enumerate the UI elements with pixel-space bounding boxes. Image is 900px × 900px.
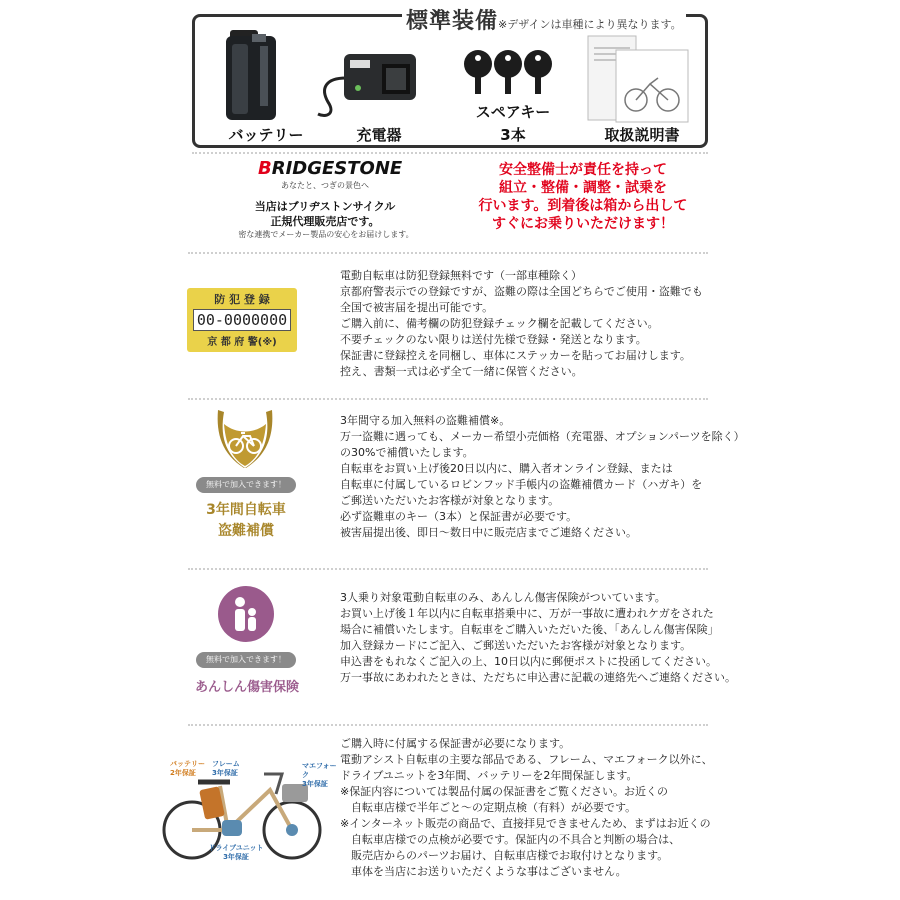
text-line: 全国で被害届を提出可能です。 [340, 301, 494, 314]
divider [192, 152, 708, 154]
standard-equipment-note: ※デザインは車種により異なります。 [498, 18, 682, 31]
text-line: ドライブユニットを3年間、バッテリーを2年間保証します。 [340, 769, 638, 782]
dealer-line-3: 密な連携でメーカー製品の安心をお届けします。 [238, 230, 414, 239]
text-line: 被害届提出後、即日～数日中に販売店までご連絡ください。 [340, 526, 637, 539]
text-line: ※保証内容については製品付属の保証書をご覧ください。お近くの [340, 785, 668, 798]
manual-icon [586, 34, 690, 124]
text-line: 電動自転車は防犯登録無料です（一部車種除く） [340, 269, 582, 282]
registration-card-title: 防 犯 登 録 [214, 293, 270, 306]
theft-text [340, 413, 745, 541]
text-line: 加入登録カードにご記入、ご郵送いただいたお客様が対象となります。 [340, 639, 692, 652]
dealer-line-2: 正規代理販売店です。 [270, 215, 380, 228]
text-line: ご購入時に付属する保証書が必要になります。 [340, 737, 571, 750]
drive-warranty-years: 3年保証 [223, 853, 249, 861]
text-line: 販売店からのパーツお届け、自転車店様でお取付けとなります。 [340, 849, 669, 862]
divider [188, 724, 708, 726]
text-line: 3年間守る加入無料の盗難補償※。 [340, 414, 511, 427]
insurance-free-badge: 無料で加入できます！ [196, 652, 296, 668]
text-line: 万一盗難に遇っても、メーカー希望小売価格（充電器、オプションパーツを除く） [340, 430, 745, 443]
spare-keys-icon [458, 46, 562, 98]
text-line: 不要チェックのない限りは送付先様で登録・発送となります。 [340, 333, 647, 346]
theft-title-1: 3年間自転車 [206, 502, 286, 518]
drive-part-label: ドライブユニット [208, 844, 264, 852]
text-line: 必ず盗難車のキー（3本）と保証書が必要です。 [340, 510, 578, 523]
text-line: の30%で補償いたします。 [340, 446, 474, 459]
standard-equipment-title: 標準装備 [406, 9, 499, 34]
frame-part-label: フレーム [212, 760, 240, 768]
safety-message [468, 161, 698, 233]
text-line: 3人乗り対象電動自転車のみ、あんしん傷害保険がついています。 [340, 591, 666, 604]
text-line: 車体を当店にお送りいただくような事はございません。 [340, 865, 627, 878]
warranty-text [340, 736, 713, 880]
text-line: 控え、書類一式は必ず全て一緒に保管ください。 [340, 365, 583, 378]
charger-label: 充電器 [356, 126, 402, 144]
registration-text [340, 268, 703, 380]
text-line: ご購入前に、備考欄の防犯登録チェック欄を記載してください。 [340, 317, 659, 330]
safety-line: 行います。到着後は箱から出して [478, 198, 688, 214]
insurance-title: あんしん傷害保険 [194, 680, 299, 695]
spare-key-count: 3本 [500, 126, 526, 144]
registration-card-number: 00-0000000 [193, 309, 291, 331]
text-line: お買い上げ後１年以内に自転車搭乗中に、万が一事故に遭われケガをされた [340, 607, 714, 620]
battery-label: バッテリー [228, 126, 304, 144]
dealer-tagline: あなたと、つぎの景色へ [281, 181, 369, 190]
divider [188, 398, 708, 400]
text-line: 場合に補償いたします。自転車をご購入いただいた後、「あんしん傷害保険」 [340, 623, 719, 636]
charger-icon [316, 48, 418, 122]
bridgestone-logo-text: RIDGESTONE [271, 158, 403, 179]
fork-warranty-label [302, 762, 342, 789]
battery-part-label: バッテリー [170, 760, 205, 768]
dealer-line-1: 当店はブリヂストンサイクル [254, 200, 396, 213]
safety-line: 組立・整備・調整・試乗を [499, 180, 667, 196]
registration-card [187, 288, 297, 352]
theft-title-2: 盗難補償 [218, 523, 274, 539]
text-line: 自転車店様で半年ごと～の定期点検（有料）が必要です。 [340, 801, 637, 814]
fork-part-label: マエフォーク [302, 762, 337, 779]
safety-line: 安全整備士が責任を持って [499, 162, 667, 178]
safety-line: すぐにお乗りいただけます！ [492, 216, 674, 232]
fork-warranty-years: 3年保証 [302, 780, 328, 788]
battery-warranty-years: 2年保証 [170, 769, 196, 777]
drive-warranty-label [206, 844, 266, 862]
battery-icon [222, 24, 286, 124]
hands-bicycle-icon [214, 404, 276, 470]
text-line: 自転車店様での点検が必要です。保証内の不具合と判断の場合は、 [340, 833, 681, 846]
divider [188, 252, 708, 254]
frame-warranty-label [212, 760, 262, 778]
text-line: ご郵送いただいたお客様が対象となります。 [340, 494, 560, 507]
text-line: ※インターネット販売の商品で、直接拝見できませんため、まずはお近くの [340, 817, 711, 830]
manual-label: 取扱説明書 [604, 126, 680, 144]
standard-equipment-heading [402, 4, 686, 35]
text-line: 京都府警表示での登録ですが、盗難の際は全国どちらでご使用・盗難でも [340, 285, 703, 298]
frame-warranty-years: 3年保証 [212, 769, 238, 777]
text-line: 自転車をお買い上げ後20日以内に、購入者オンライン登録、または [340, 462, 673, 475]
family-icon [218, 586, 274, 642]
text-line: 保証書に登録控えを同梱し、車体にステッカーを貼ってお届けします。 [340, 349, 691, 362]
text-line: 電動アシスト自転車の主要な部品である、フレーム、マエフォーク以外に、 [340, 753, 713, 766]
divider [188, 568, 708, 570]
theft-free-badge: 無料で加入できます！ [196, 477, 296, 493]
registration-card-footer: 京 都 府 警(※) [207, 337, 277, 348]
text-line: 万一事故にあわれたときは、ただちに申込書に記載の連絡先へご連絡ください。 [340, 671, 736, 684]
bridgestone-logo: BRIDGESTONE [258, 158, 403, 179]
text-line: 申込書をもれなくご記入の上、10日以内に郵便ポストに投函してください。 [340, 655, 717, 668]
spare-key-label: スペアキー [475, 103, 551, 121]
insurance-text [340, 590, 736, 686]
text-line: 自転車に付属しているロビンフッド手帳内の盗難補償カード（ハガキ）を [340, 478, 703, 491]
